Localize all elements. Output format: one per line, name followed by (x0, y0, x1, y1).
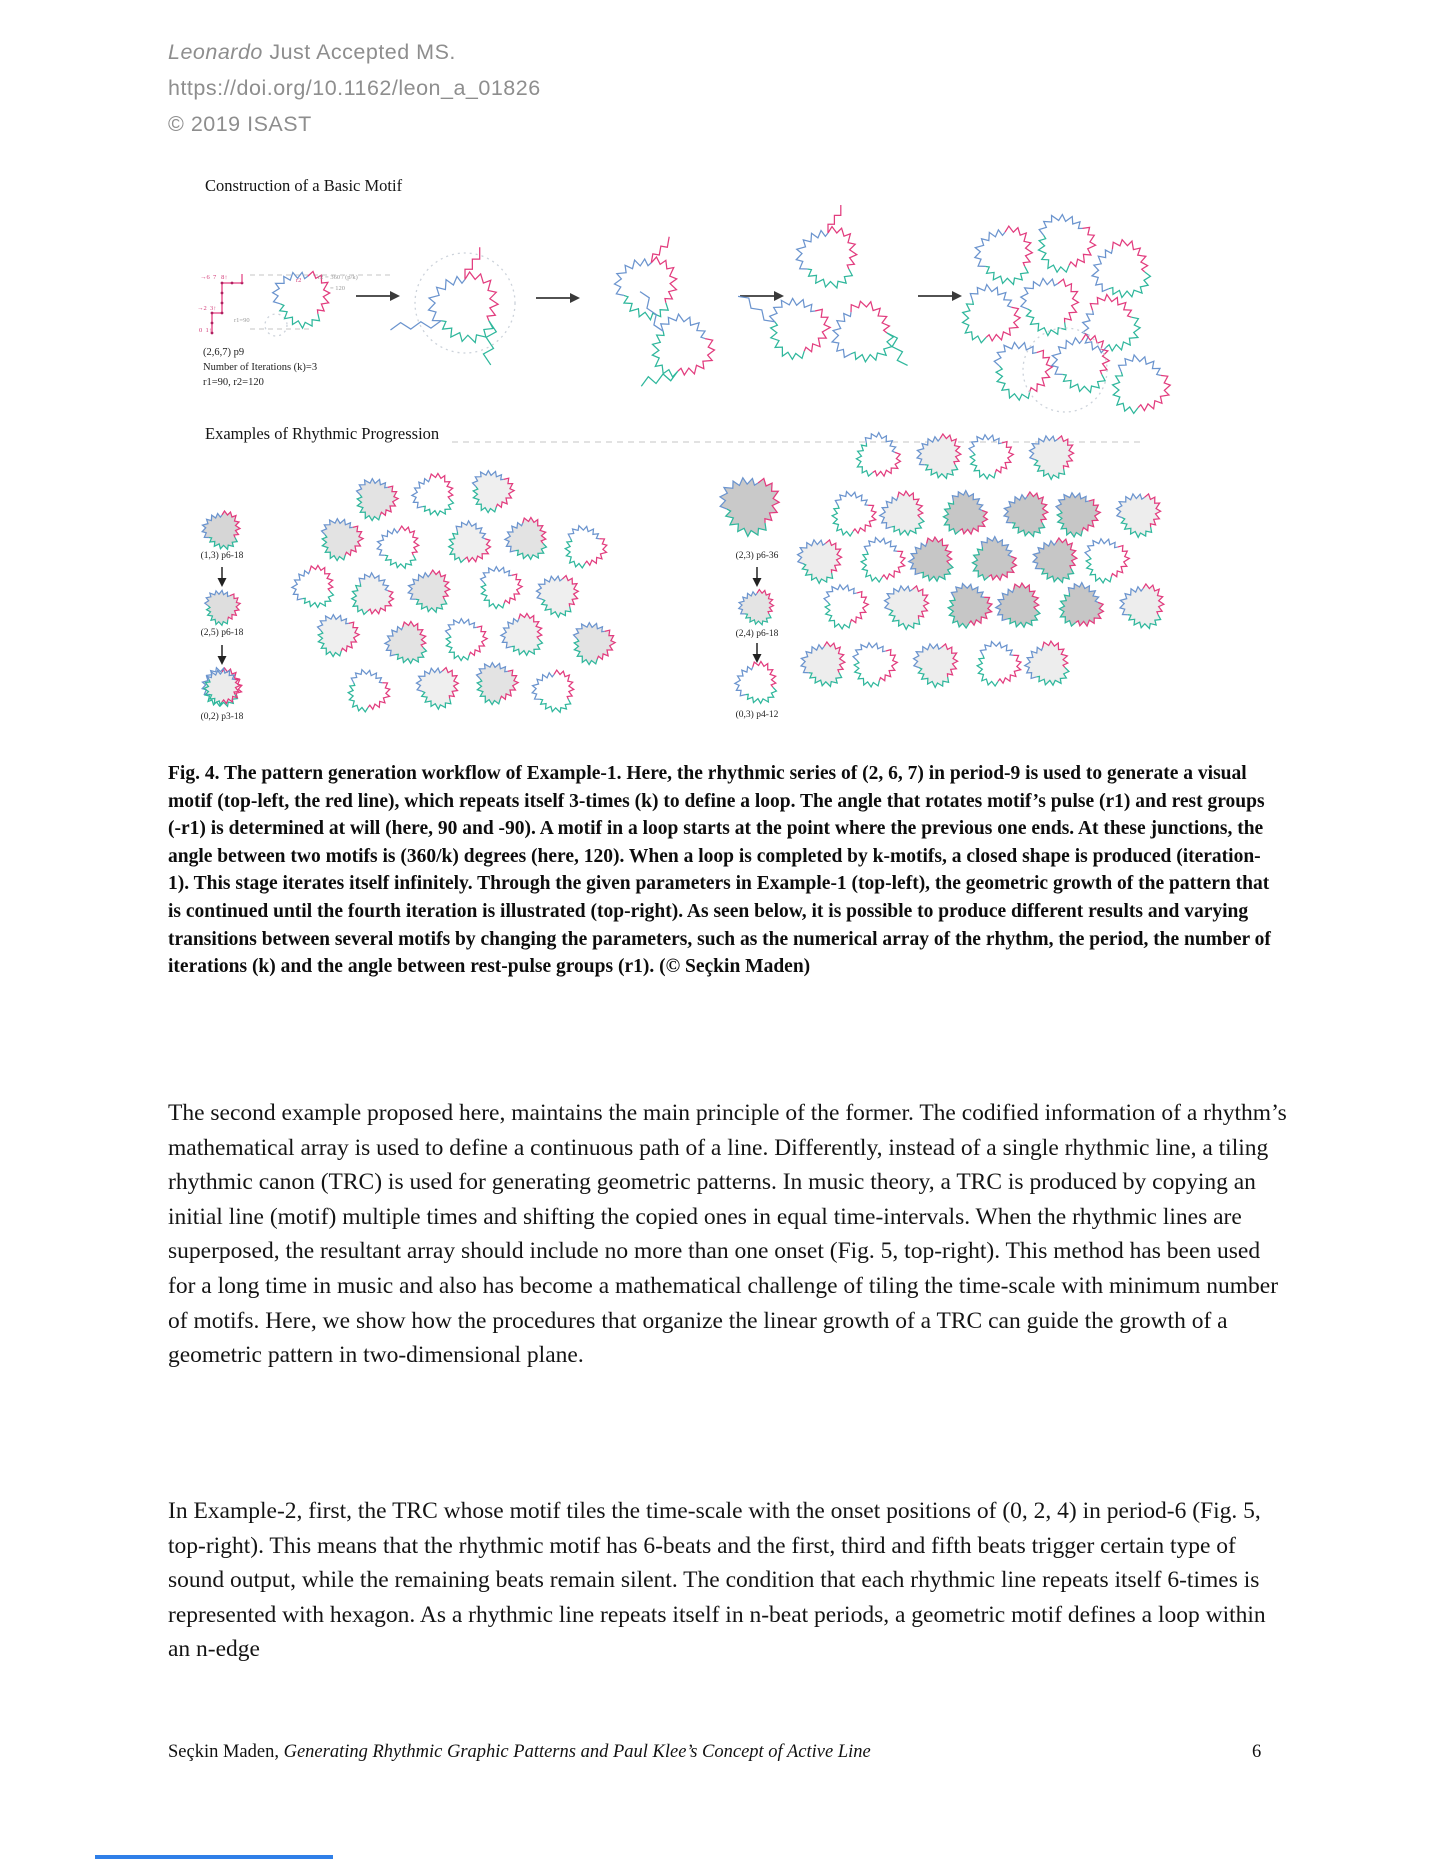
motif-loop (938, 575, 998, 635)
motif-loop (975, 226, 1033, 284)
down-arrow-head (753, 578, 762, 587)
motif-loop (739, 590, 774, 625)
header (168, 34, 541, 142)
beat-dot (221, 292, 224, 295)
motif-loop (532, 670, 574, 712)
motif-loop (903, 533, 959, 589)
motif-loop (287, 562, 338, 614)
beat-numbers-low: 0 1↑ (199, 327, 212, 334)
motif-loop (1019, 637, 1075, 693)
motif-loop (470, 557, 529, 616)
left-motif-label-2: (2,5) p6-18 (200, 628, 244, 638)
doi-text: https://doi.org/10.1162/leon_a_01826 (168, 76, 541, 100)
motif-loop (411, 661, 462, 713)
motif-loop (711, 467, 787, 543)
down-arrow-head (218, 656, 227, 665)
motif-loop (407, 470, 458, 522)
copyright-text: © 2019 ISAST (168, 112, 312, 136)
motif-loop (1023, 201, 1105, 283)
beat-numbers-top: →6 7 8↑ (200, 274, 228, 281)
motif-loop (851, 429, 904, 481)
motif-loop (311, 509, 370, 568)
left-motif-label-3: (0,2) p3-18 (200, 712, 244, 722)
journal-name: Leonardo (168, 40, 263, 64)
beat-dot (221, 312, 224, 315)
motif-loop (1004, 492, 1048, 536)
body-paragraph-2: In Example-2, first, the TRC whose motif tiles the time-scale with the onset positions of (0, 2, 4) in period-6 (Fig. 5, top-right). This means that the rhythmic motif has 6-beats and the first, third and fifth beats trigger certain type of sound output, while the remaining beats remain silent. The condition that each rhythmic line repeats itself 6-times is represented with hexagon. As a rhythmic line repeats itself in n-beat periods, a geometric motif defines a loop within an n-edge (168, 1498, 1266, 1663)
panel1-angles-label: r1=90, r2=120 (203, 377, 264, 388)
motif-loop (842, 632, 904, 694)
motif-loop (874, 487, 930, 543)
formula-r1: r1=90 (234, 317, 250, 324)
motif-loop (851, 529, 911, 589)
motif-loop (1074, 528, 1136, 590)
header-line-1 (168, 34, 541, 70)
motif-loop (531, 569, 582, 621)
beat-dot (211, 322, 214, 325)
motif-loop (1120, 584, 1164, 628)
motif-loop (730, 658, 781, 710)
beat-dot (231, 282, 234, 285)
motif-loop (1045, 482, 1107, 544)
motif-loop (500, 514, 551, 566)
motif-loop (958, 424, 1020, 486)
motif-loop (339, 662, 396, 719)
motif-loop (202, 511, 240, 549)
motif-loop (435, 609, 494, 668)
motif-loop (563, 613, 622, 672)
motif-loop (822, 483, 882, 543)
beat-numbers-mid: →2 3↑ (197, 305, 217, 312)
figure-4-canvas (160, 195, 1180, 755)
stage-arrow-head (390, 291, 400, 301)
motif-loop (377, 526, 419, 568)
motif-loop (556, 518, 613, 575)
stage-arrow-head (952, 291, 962, 301)
beat-staircase (212, 283, 242, 333)
footer-author: Seçkin Maden, (168, 1742, 284, 1762)
motif-loop (1023, 428, 1079, 484)
figure-section-title-construction: Construction of a Basic Motif (205, 176, 403, 195)
motif-loop (1110, 486, 1166, 542)
motif-loop (967, 633, 1027, 693)
motif-loop (1101, 345, 1178, 422)
footer-article-title: Generating Rhythmic Graphic Patterns and Paul Klee’s Concept of Active Line (283, 1742, 871, 1762)
beat-dot (221, 302, 224, 305)
motif-loop (1054, 579, 1107, 631)
formula-r2: r2 = 360 / (p/k) (318, 274, 358, 281)
motif-loop (1052, 334, 1110, 392)
beat-dot (221, 282, 224, 285)
motif-loop (443, 516, 495, 567)
mid-motif-label-2: (2,4) p6-18 (735, 629, 779, 639)
motif-loop (307, 605, 366, 664)
motif-loop (462, 461, 521, 520)
motif-loop (466, 653, 525, 712)
ms-status: Just Accepted MS. (262, 40, 456, 64)
motif-loop (730, 261, 840, 371)
mid-motif-label-3: (0,3) p4-12 (735, 710, 779, 720)
motif-loop (1068, 285, 1150, 367)
motif-loop (990, 579, 1046, 635)
stage-arrow-head (774, 291, 784, 301)
panel1-series-label: (2,6,7) p9 (203, 347, 245, 358)
stage-arrow-head (570, 293, 580, 303)
dotted-circle (265, 314, 287, 336)
motif-loop (496, 610, 547, 662)
figure-section-title-examples: Examples of Rhythmic Progression (205, 424, 440, 443)
motif-loop (878, 578, 934, 634)
vertex-label: r2 (296, 277, 302, 284)
motif-loop (408, 570, 450, 612)
panel1-iterations-label: Number of Iterations (k)=3 (203, 362, 318, 373)
motif-loop (346, 469, 405, 528)
motif-loop (967, 533, 1020, 585)
motif-loop (380, 618, 431, 670)
motif-loop (917, 434, 961, 478)
footer (168, 1742, 871, 1763)
dotted-circle (1023, 328, 1107, 412)
page-number: 6 (1252, 1742, 1262, 1762)
motif-loop (346, 568, 398, 619)
down-arrow-head (218, 578, 227, 587)
bottom-blue-bar (95, 1855, 333, 1859)
motif-loop (611, 274, 722, 392)
motif-loop (813, 574, 875, 636)
figure-caption: Fig. 4. The pattern generation workflow of Example-1. Here, the rhythmic series of (2, 6, 7) in period-9 is used to generate a visual motif (top-left, the red line), which repeats itself 3-times (k) to define a loop. The angle that rotates motif’s pulse (r1) and rest groups (-r1) is determined at will (here, 90 and -90). A motif in a loop starts at the point where the previous one ends. At these junctions, the angle between two motifs is (360/k) degrees (here, 120). When a loop is completed by k-motifs, a closed shape is produced (iteration-1). This stage iterates itself infinitely. Through the given parameters in Example-1 (top-left), the geometric growth of the pattern that is continued until the fourth iteration is illustrated (top-right). As seen below, it is possible to produce different results and varying transitions between several motifs by changing the parameters, such as the numerical array of the rhythm, the period, the number of iterations (k) and the angle between rest-pulse groups (r1). (© Seçkin Maden) (168, 763, 1271, 978)
formula-r2-result: = 120 (330, 285, 346, 292)
motif-loop (938, 487, 991, 539)
motif-loop (197, 582, 246, 631)
left-motif-label-1: (1,3) p6-18 (200, 551, 244, 561)
mid-motif-label-1: (2,3) p6-36 (735, 551, 779, 561)
motif-loop (1033, 538, 1077, 582)
motif-loop (796, 205, 857, 288)
motif-loop (820, 292, 913, 392)
beat-dot (211, 312, 214, 315)
motif-loop (390, 247, 498, 365)
motif-loop (801, 642, 845, 686)
motif-loop (952, 277, 1026, 351)
body-paragraph-1: The second example proposed here, maintains the main principle of the former. The codified information of a rhythm’s mathematical array is used to define a continuous path of a line. Differently, instead of a single rhythmic line, a tiling rhythmic canon (TRC) is used for generating geometric patterns. In music theory, a TRC is produced by copying an initial line (motif) multiple times and shifting the copied ones in equal time-intervals. When the rhythmic lines are superposed, the resultant array should include no more than one onset (Fig. 5, top-right). This method has been used for a long time in music and also has become a mathematical challenge of tiling the time-scale with minimum number of motifs. Here, we show how the procedures that organize the linear growth of a TRC can guide the growth of a geometric pattern in two-dimensional plane. (168, 1100, 1287, 1369)
motif-loop (907, 636, 963, 692)
